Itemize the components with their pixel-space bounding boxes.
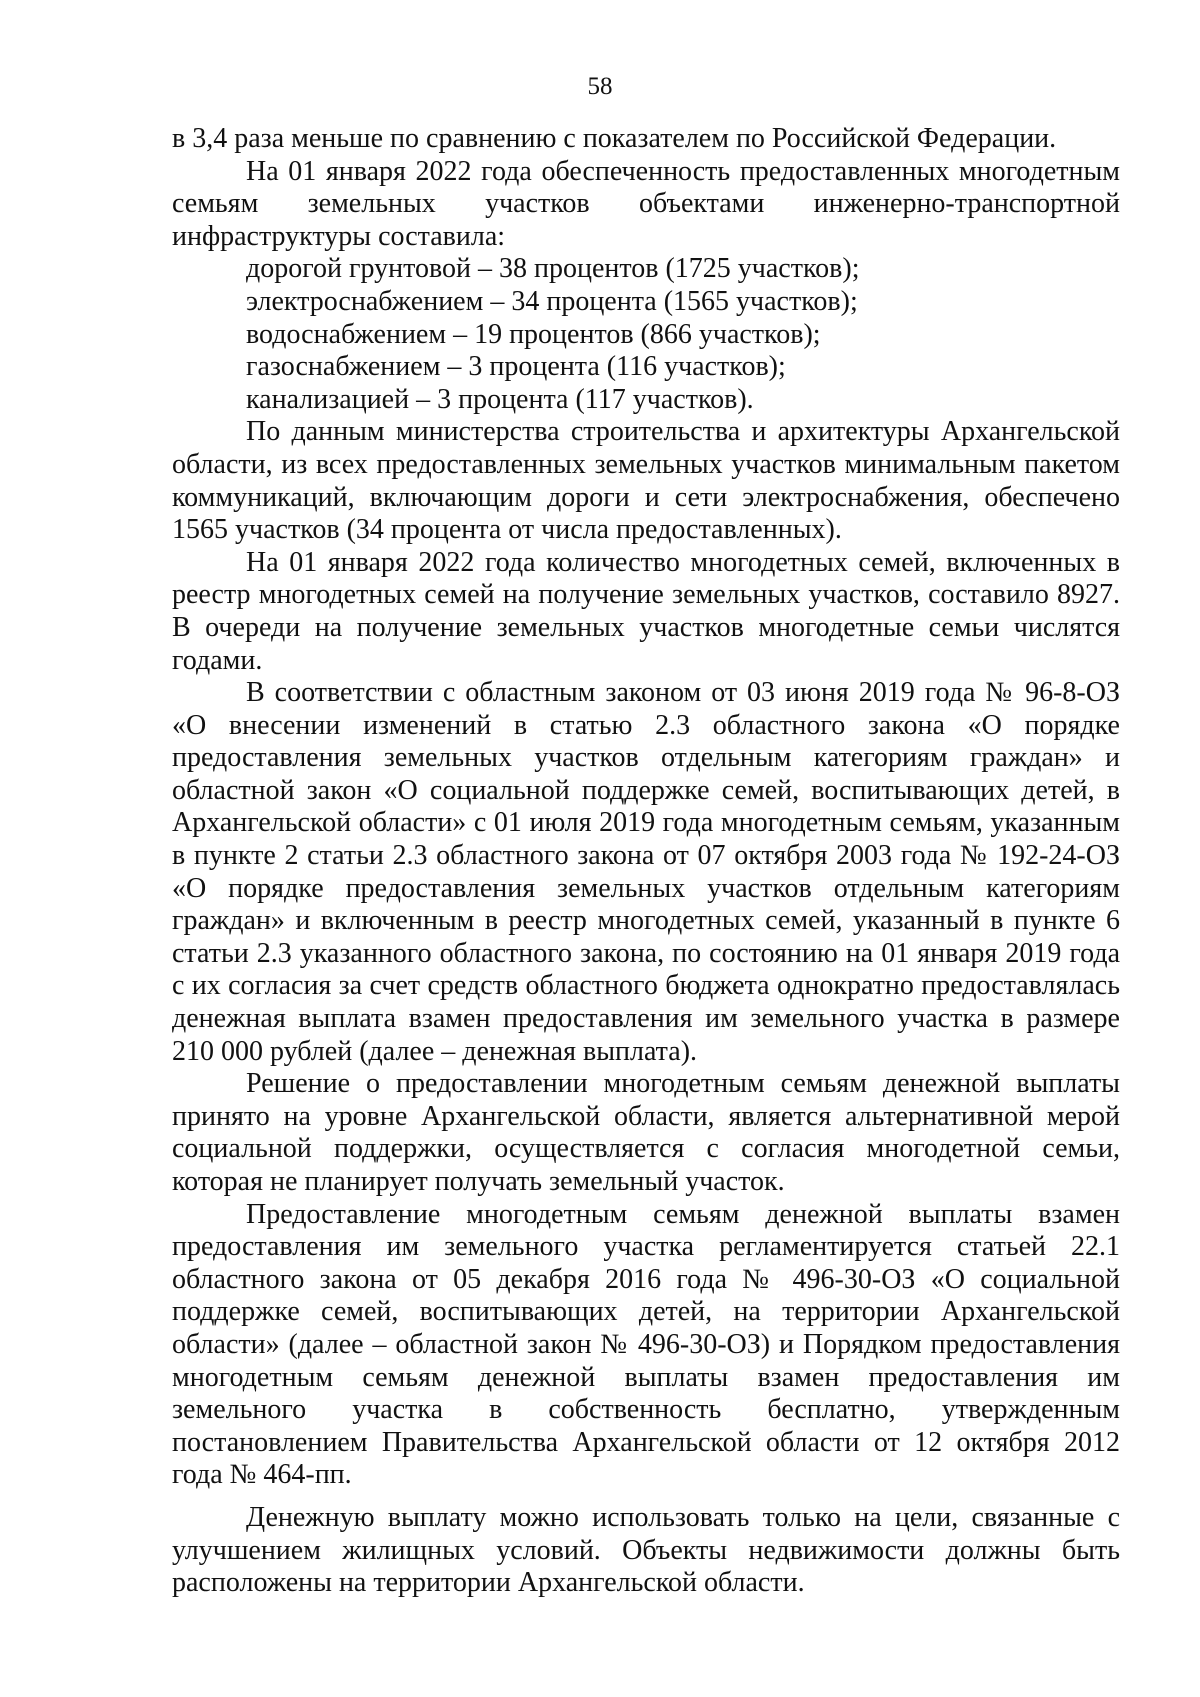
paragraph-payment-usage: Денежную выплату можно использовать только на цели, связанные с улучшением жилищных условий. Объекты недвижимости должны быть расположены на территории Архангельской области. <box>172 1501 1120 1599</box>
paragraph-registry: На 01 января 2022 года количество многодетных семей, включенных в реестр многодетных семей на получение земельных участков, составило 8927. В очереди на получение земельных участков многодетные семьи числятся годами. <box>172 546 1120 676</box>
list-item: газоснабжением – 3 процента (116 участков); <box>246 351 786 383</box>
infrastructure-list <box>172 253 1120 416</box>
list-item: дорогой грунтовой – 38 процентов (1725 участков); <box>246 253 860 285</box>
paragraph-continuation: в 3,4 раза меньше по сравнению с показателем по Российской Федерации. <box>172 123 1057 154</box>
document-body <box>172 123 1120 1600</box>
list-item: электроснабжением – 34 процента (1565 участков); <box>246 285 858 317</box>
paragraph-regional-law: В соответствии с областным законом от 03 июня 2019 года № 96-8-ОЗ «О внесении изменений в статью 2.3 областного закона «О порядке предоставления земельных участков отдельным категориям граждан» и областной закон «О социальной поддержке семей, воспитывающих детей, в Архангельской области» с 01 июля 2019 года многодетным семьям, указанным в пункте 2 статьи 2.3 областного закона от 07 октября 2003 года № 192-24-ОЗ «О порядке предоставления земельных участков отдельным категориям граждан» и включенным в реестр многодетных семей, указанный в пункте 6 статьи 2.3 указанного областного закона, по состоянию на 01 января 2019 года с их согласия за счет средств областного бюджета однократно предоставлялась денежная выплата взамен предоставления им земельного участка в размере 210 000 рублей (далее – денежная выплата). <box>172 677 1120 1067</box>
paragraph-payment-decision: Решение о предоставлении многодетным семьям денежной выплаты принято на уровне Архангельской области, является альтернативной мерой социальной поддержки, осуществляется с согласия многодетной семьи, которая не планирует получать земельный участок. <box>172 1068 1120 1197</box>
page-number: 58 <box>587 73 613 100</box>
paragraph-payment-regulation: Предоставление многодетным семьям денежной выплаты взамен предоставления им земельного участка регламентируется статьей 22.1 областного закона от 05 декабря 2016 года № 496-30-ОЗ «О социальной поддержке семей, воспитывающих детей, на территории Архангельской области» (далее – областной закон № 496-30-ОЗ) и Порядком предоставления многодетным семьям денежной выплаты взамен предоставления им земельного участка в собственность бесплатно, утвержденным постановлением Правительства Архангельской области от 12 октября 2012 года № 464-пп. <box>172 1198 1120 1491</box>
paragraph-ministry-data: По данным министерства строительства и архитектуры Архангельской области, из всех предоставленных земельных участков минимальным пакетом коммуникаций, включающим дороги и сети электроснабжения, обеспечено 1565 участков (34 процента от числа предоставленных). <box>172 416 1120 546</box>
paragraph-infrastructure-intro: На 01 января 2022 года обеспеченность предоставленных многодетным семьям земельных участков объектами инженерно-транспортной инфраструктуры составила: <box>172 155 1120 252</box>
list-item: канализацией – 3 процента (117 участков). <box>246 383 754 415</box>
list-item: водоснабжением – 19 процентов (866 участков); <box>246 318 821 350</box>
